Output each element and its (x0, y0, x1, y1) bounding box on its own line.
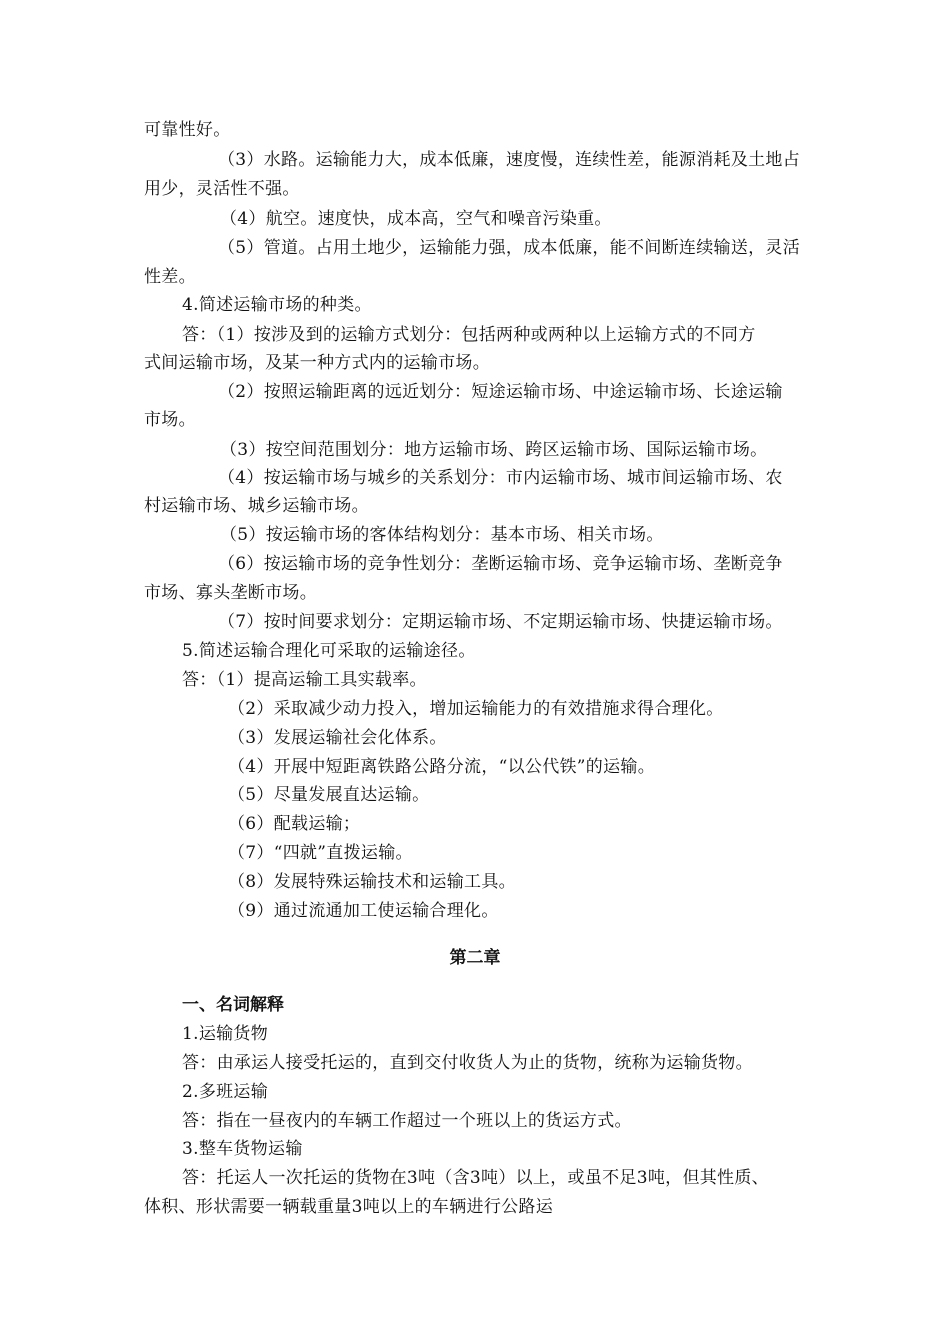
text-line: 市场、寡头垄断市场。 (144, 583, 317, 603)
text-line: （4）按运输市场与城乡的关系划分：市内运输市场、城市间运输市场、农 (218, 468, 783, 488)
term-heading: 1.运输货物 (182, 1024, 269, 1044)
term-heading: 2.多班运输 (182, 1082, 269, 1102)
text-line: （4）开展中短距离铁路公路分流，“以公代铁”的运输。 (228, 757, 655, 777)
text-line: （7）“四就”直拨运输。 (228, 843, 413, 863)
text-line: （3）按空间范围划分：地方运输市场、跨区运输市场、国际运输市场。 (220, 440, 768, 460)
text-line: （3）水路。运输能力大，成本低廉，速度慢，连续性差，能源消耗及土地占 (218, 150, 801, 170)
text-line: 答：指在一昼夜内的车辆工作超过一个班以上的货运方式。 (182, 1111, 632, 1131)
chapter-title: 第二章 (449, 948, 501, 968)
text-line: 式间运输市场，及某一种方式内的运输市场。 (144, 353, 490, 373)
text-line: （6）按运输市场的竞争性划分：垄断运输市场、竞争运输市场、垄断竞争 (218, 554, 783, 574)
question-heading: 5.简述运输合理化可采取的运输途径。 (182, 641, 476, 661)
text-line: （5）尽量发展直达运输。 (228, 785, 430, 805)
text-line: （2）按照运输距离的远近划分：短途运输市场、中途运输市场、长途运输 (218, 382, 783, 402)
term-heading: 3.整车货物运输 (182, 1139, 303, 1159)
text-line: （2）采取减少动力投入，增加运输能力的有效措施求得合理化。 (228, 699, 724, 719)
text-line: 答：（1）提高运输工具实载率。 (182, 670, 427, 690)
text-line: 答：托运人一次托运的货物在3吨（含3吨）以上，或虽不足3吨，但其性质、 (182, 1168, 769, 1188)
text-line: （8）发展特殊运输技术和运输工具。 (228, 872, 516, 892)
text-line: （5）管道。占用土地少，运输能力强，成本低廉，能不间断连续输送，灵活 (218, 238, 801, 258)
text-line: （6）配载运输； (228, 814, 361, 834)
text-line: 答：（1）按涉及到的运输方式划分：包括两种或两种以上运输方式的不同方 (182, 325, 756, 345)
text-line: 用少，灵活性不强。 (144, 179, 300, 199)
text-line: （3）发展运输社会化体系。 (228, 728, 447, 748)
text-line: （9）通过流通加工使运输合理化。 (228, 901, 499, 921)
text-line: 村运输市场、城乡运输市场。 (144, 496, 369, 516)
question-heading: 4.简述运输市场的种类。 (182, 295, 372, 315)
text-line: 可靠性好。 (144, 120, 231, 140)
text-line: （7）按时间要求划分：定期运输市场、不定期运输市场、快捷运输市场。 (218, 612, 783, 632)
text-line: 性差。 (144, 267, 196, 287)
text-line: 答：由承运人接受托运的，直到交付收货人为止的货物，统称为运输货物。 (182, 1053, 753, 1073)
text-line: 体积、形状需要一辆载重量3吨以上的车辆进行公路运 (144, 1197, 554, 1217)
text-line: （5）按运输市场的客体结构划分：基本市场、相关市场。 (220, 525, 664, 545)
section-title: 一、名词解释 (182, 995, 284, 1015)
text-line: （4）航空。速度快，成本高，空气和噪音污染重。 (220, 209, 612, 229)
text-line: 市场。 (144, 410, 196, 430)
